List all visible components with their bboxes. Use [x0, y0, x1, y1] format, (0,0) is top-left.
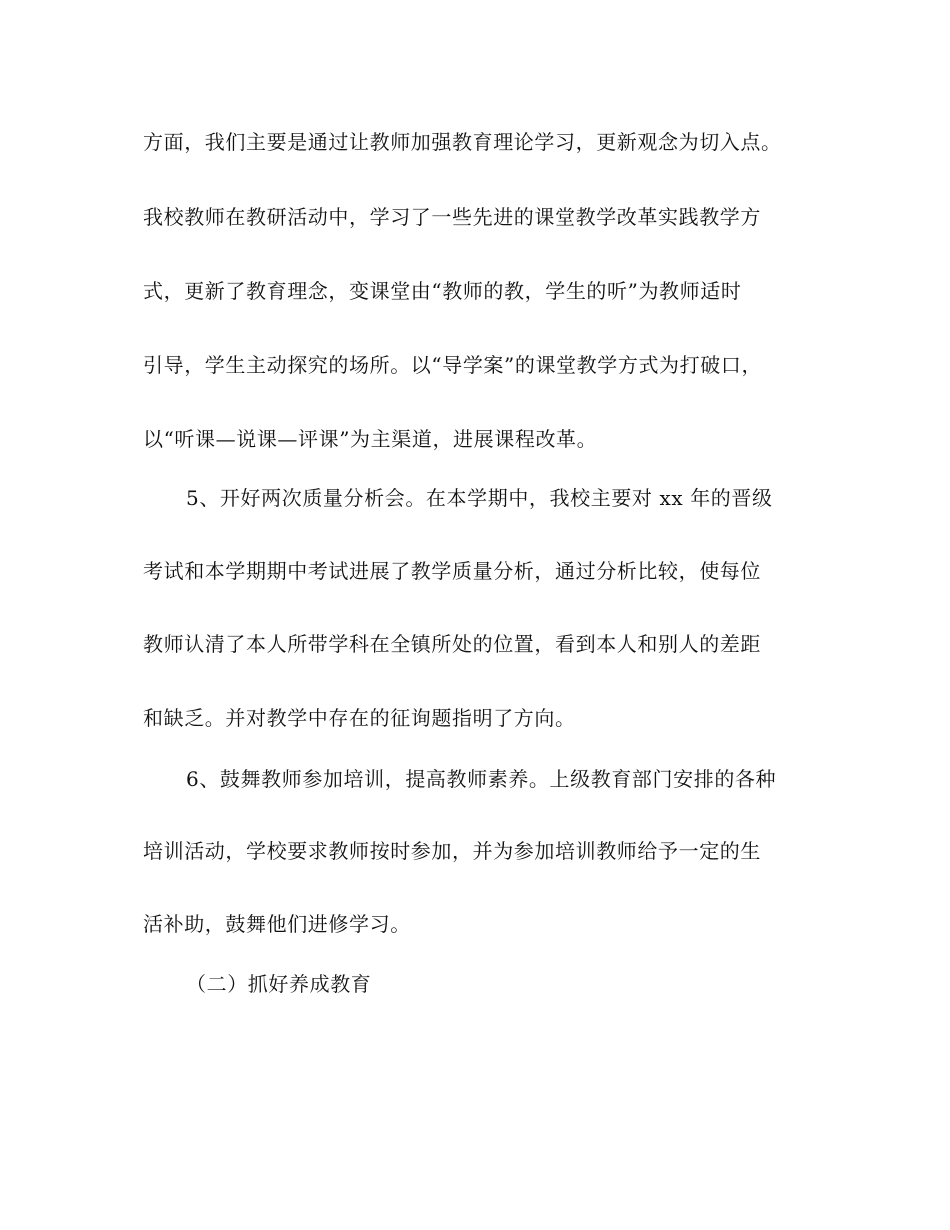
paragraph-line: 5、开好两次质量分析会。在本学期中，我校主要对 xx 年的晋级 — [186, 486, 773, 510]
paragraph-line: 活补助，鼓舞他们进修学习。 — [143, 912, 411, 936]
paragraph-line: 6、鼓舞教师参加培训，提高教师素养。上级教育部门安排的各种 — [186, 767, 777, 791]
paragraph-line: 和缺乏。并对教学中存在的征询题指明了方向。 — [143, 706, 576, 730]
paragraph-line: 我校教师在教研活动中，学习了一些先进的课堂教学改革实践教学方 — [143, 205, 761, 229]
paragraph-line: 培训活动，学校要求教师按时参加，并为参加培训教师给予一定的生 — [143, 839, 761, 863]
paragraph-line: 方面，我们主要是通过让教师加强教育理论学习，更新观念为切入点。 — [143, 130, 782, 154]
paragraph-line: 教师认清了本人所带学科在全镇所处的位置，看到本人和别人的差距 — [143, 632, 761, 656]
paragraph-line: 式，更新了教育理念，变课堂由“教师的教，学生的听”为教师适时 — [143, 279, 742, 303]
paragraph-line: 引导，学生主动探究的场所。以“导学案”的课堂教学方式为打破口， — [143, 353, 763, 377]
paragraph-line: 考试和本学期期中考试进展了教学质量分析，通过分析比较，使每位 — [143, 559, 761, 583]
paragraph-line: 以“听课—说课—评课”为主渠道，进展课程改革。 — [143, 427, 598, 451]
section-heading: （二）抓好养成教育 — [186, 972, 372, 996]
